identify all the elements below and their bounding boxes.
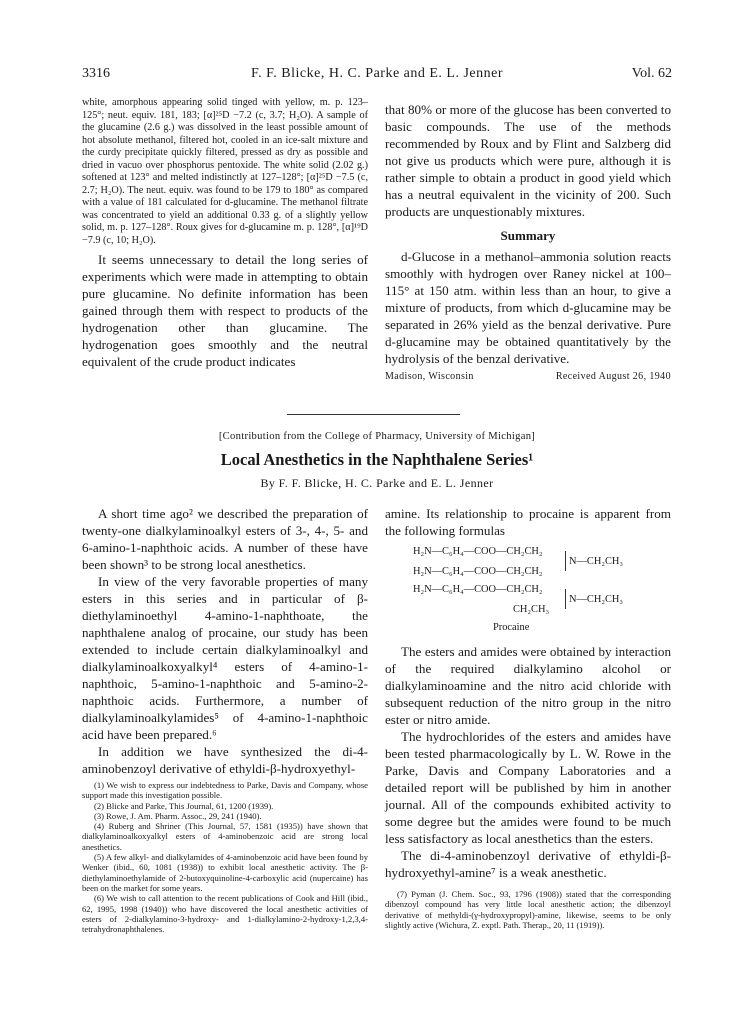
received-date: Received August 26, 1940 xyxy=(555,371,671,382)
intro-paragraph: A short time ago² we described the preparation of twenty-one dialkylaminoalkyl esters of 3-, 4-, 5- and 6-amino-1-naphthoic acids. A number of these have been shown³ to be strong local anesthetics. xyxy=(82,506,368,572)
formula-1-line-a: H₂N—C₆H₄—COO—CH₂CH₂ xyxy=(413,546,543,557)
top-left-column xyxy=(82,97,368,370)
location: Madison, Wisconsin xyxy=(385,371,474,382)
formula-2-line-a: H₂N—C₆H₄—COO—CH₂CH₂ xyxy=(413,584,543,595)
received-line xyxy=(385,371,671,382)
preparation-paragraph: The esters and amides were obtained by interaction of the required dialkylamino alcohol or dialkylaminoamine and the nitro acid chloride with subsequent reduction of the nitro group in the nitro ester or nitro amide. xyxy=(385,644,671,727)
conclusion-paragraph: that 80% or more of the glucose has been converted to basic compounds. The use of the methods recommended by Roux and by Flint and Salzberg did not give us products which were pure, although it is rather simple to obtain a product in good yield which has a neutral equivalent in the vicinity of 200. Such products are unquestionably mixtures. xyxy=(385,102,671,219)
footnote-2: (2) Blicke and Parke, This Journal, 61, 1200 (1939). xyxy=(94,800,274,811)
scope-paragraph: In view of the very favorable properties of many esters in this series and in particular of β-diethylaminoethyl 4-amino-1-naphthoate, the naphthalene analog of procaine, our study has been extended to include certain dialkylaminoalkyl and dialkylaminoalkoxyalkyl⁴ esters of 4-amino-1-naphthoic, 5-amino-1-naphthoic and 5-amino-2-naphthoic acids. Furthermore, a number of dialkylaminoalkylamides⁵ of 4-amino-1-naphthoic acid have been prepared.⁶ xyxy=(82,574,368,742)
footnotes-left xyxy=(82,780,368,934)
section-divider xyxy=(287,414,460,415)
synthesis-paragraph: In addition we have synthesized the di-4-aminobenzoyl derivative of ethyldi-β-hydroxyethyl- xyxy=(82,744,368,776)
footnote-7: (7) Pyman (J. Chem. Soc., 93, 1796 (1908)) stated that the corresponding dibenzoyl compound has very little local anesthetic action; the dibenzoyl derivative of methyldi-(γ-hydroxypropyl)-amine, likewise, seems to be only slightly active (Wichura, Z. exptl. Path. Therap., 20, 11 (1919)). xyxy=(385,889,671,930)
formula-1-amine: N—CH₂CH₃ xyxy=(569,556,624,567)
top-right-column xyxy=(385,101,671,382)
article-left-column xyxy=(82,505,368,934)
footnote-3: (3) Rowe, J. Am. Pharm. Assoc., 29, 241 (1940). xyxy=(94,810,262,821)
footnote-6: (6) We wish to call attention to the recent publications of Cook and Hill (ibid., 62, 1995, 1998 (1940)) who have discovered the local anesthetic activities of esters of 2-dialkylamino-3-hydroxy- and 1-dialkylamino-2-hydroxy-1,2,3,4-tetrahydronaphthalenes. xyxy=(82,893,368,935)
running-title: F. F. Blicke, H. C. Parke and E. L. Jenner xyxy=(250,66,504,81)
footnote-1: (1) We wish to express our indebtedness to Parke, Davis and Company, whose support made this investigation possible. xyxy=(82,780,368,801)
volume-label: Vol. 62 xyxy=(631,66,672,81)
discussion-paragraph: It seems unnecessary to detail the long series of experiments which were made in attempting to obtain pure glucamine. No definite information has been gained through them with respect to products of the hydrogenation other than glucamine. The hydrogenation goes smoothly and the neutral equivalent of the crude product indicates xyxy=(82,252,368,369)
testing-paragraph: The hydrochlorides of the esters and amides have been tested pharmacologically by L. W. Rowe in the Parke, Davis and Company Laboratories and a detailed report will be published by him in another journal. All of the compounds exhibited activity to some degree but the amides were found to be much less satisfactory as local anesthetics than the esters. xyxy=(385,729,671,846)
formula-2-brace xyxy=(555,589,566,609)
summary-heading: Summary xyxy=(500,228,556,243)
summary-text: d-Glucose in a methanol–ammonia solution reacts smoothly with hydrogen over Raney nickel at 100–115° at 150 atm. within less than an hour, to give a mixture of products, from which d-glucamine may be separated in 26% yield as the benzal derivative. Pure d-glucamine may be obtained quantitatively by the hydrolysis of the benzal derivative. xyxy=(385,249,671,366)
footnotes-right xyxy=(385,889,671,930)
relationship-paragraph: amine. Its relationship to procaine is apparent from the following formulas xyxy=(385,506,671,538)
footnote-4: (4) Ruberg and Shriner (This Journal, 57, 1581 (1935)) have shown that dialkylaminoalkoxyalkyl esters of 4-aminobenzoic acid are strong local anesthetics. xyxy=(82,821,368,852)
article-authors: By F. F. Blicke, H. C. Parke and E. L. Jenner xyxy=(260,476,494,490)
article-right-column xyxy=(385,505,671,930)
formula-2-line-b: CH₂CH₃ xyxy=(513,604,550,615)
page-number: 3316 xyxy=(82,66,110,81)
page-header xyxy=(82,66,672,84)
chemical-formulas xyxy=(385,541,671,637)
experimental-paragraph: white, amorphous appearing solid tinged with yellow, m. p. 123–125°; neut. equiv. 181, 183; [α]²⁵D −7.2 (c, 3.7; H₂O). A sample of the glucamine (2.6 g.) was dissolved in the least possible amount of hot absolute methanol, filtered hot, cooled in an ice-salt mixture and the curdy precipitate quickly filtered, pressed as dry as possible and dried in vacuo over phosphorus pentoxide. The white solid (2.02 g.) softened at 123° and melted indistinctly at 127–128°; [α]²⁵D −7.5 (c, 2.7; H₂O). The neut. equiv. was found to be 179 to 180° as compared with a value of 181 calculated for d-glucamine. The methanol filtrate was concentrated to yield an additional 0.33 g. of a slightly yellow solid, m. p. 127–128°. Roux gives for d-glucamine m. p. 128°, [α]¹⁹D −7.9 (c, 10; H₂O). xyxy=(82,97,368,246)
anesthetic-paragraph: The di-4-aminobenzoyl derivative of ethyldi-β-hydroxyethyl-amine⁷ is a weak anesthetic. xyxy=(385,848,671,880)
formula-2-amine: N—CH₂CH₃ xyxy=(569,594,624,605)
footnote-5: (5) A few alkyl- and dialkylamides of 4-aminobenzoic acid have been found by Wenker (ibid., 60, 1081 (1938)) to exhibit local anesthetic activity. The β-diethylaminoethylamide of 2-butoxyquinoline-4-carboxylic acid (nupercaine) has been on the market for some years. xyxy=(82,852,368,893)
formula-1-brace xyxy=(555,551,566,571)
procaine-label: Procaine xyxy=(493,622,530,633)
contribution-line: [Contribution from the College of Pharmacy, University of Michigan] xyxy=(218,431,536,442)
formula-1-line-b: H₂N—C₆H₄—COO—CH₂CH₂ xyxy=(413,566,543,577)
article-title: Local Anesthetics in the Naphthalene Series¹ xyxy=(220,450,534,469)
